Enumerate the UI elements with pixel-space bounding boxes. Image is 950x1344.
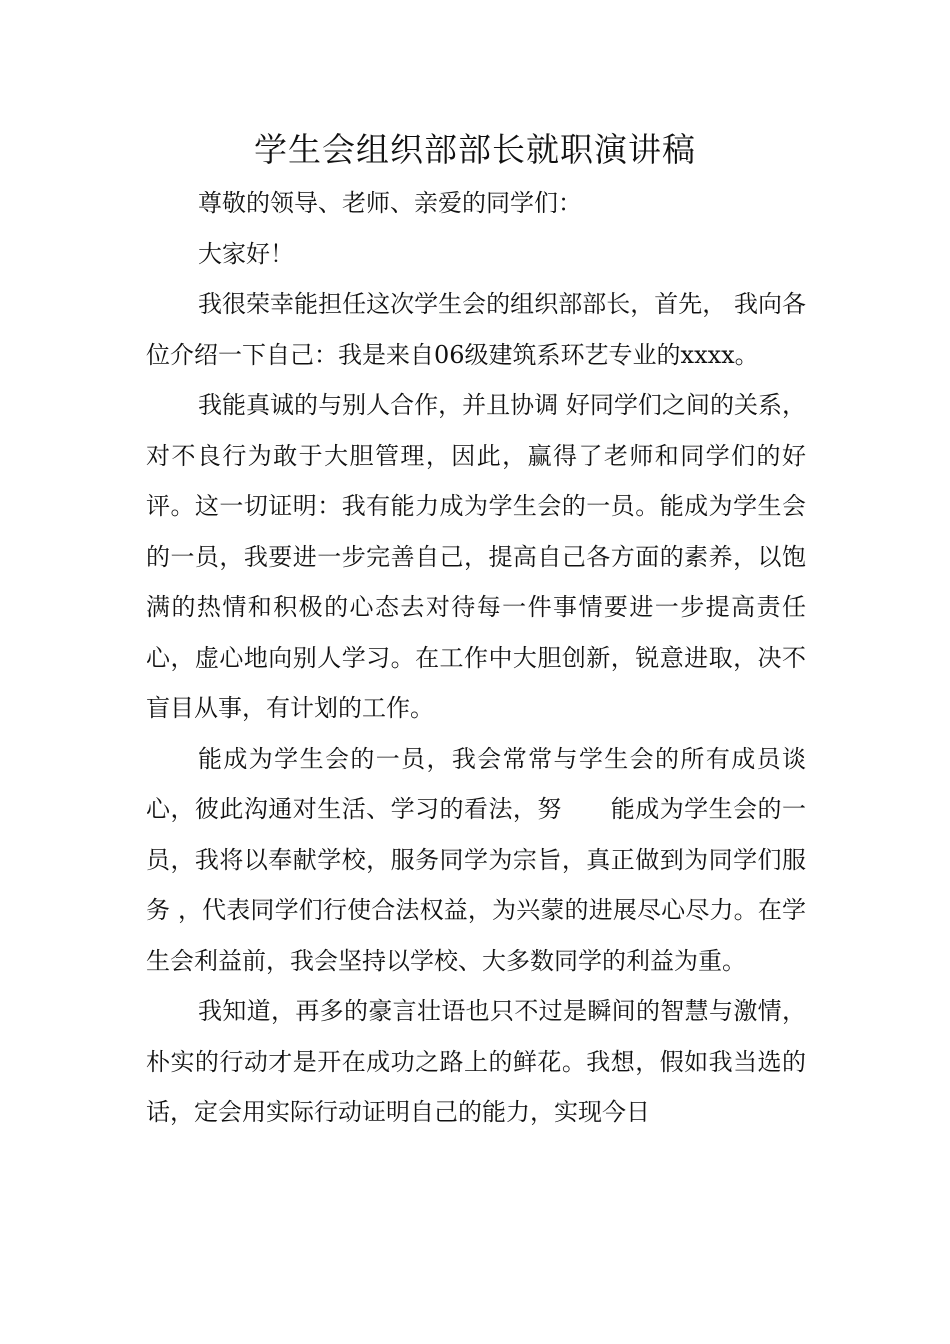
qualification-paragraph: 我能真诚的与别人合作，并且协调 好同学们之间的关系，对不良行为敢于大胆管理，因此，赢得了老师和同学们的好评。这一切证明：我有能力成为学生会的一员。能成为学生会的一员，我要进一步完善自己，提高自己各方面的素养，以饱满的热情和积极的心态去对待每一件事情要进一步提高责任心，虚心地向别人学习。在工作中大胆创新，锐意进取，决不盲目从事，有计划的工作。: [146, 391, 806, 722]
salutation-paragraph: 尊敬的领导、老师、亲爱的同学们：: [198, 189, 582, 217]
document-title: 学生会组织部部长就职演讲稿: [254, 130, 696, 169]
document-body: [146, 178, 806, 1138]
greeting-paragraph: 大家好！: [198, 239, 294, 268]
closing-paragraph: 我知道，再多的豪言壮语也只不过是瞬间的智慧与激情，朴实的行动才是开在成功之路上的鲜花。我想，假如我当选的话，定会用实际行动证明自己的能力，实现今日: [146, 997, 806, 1126]
commitment-paragraph: 能成为学生会的一员，我会常常与学生会的所有成员谈心，彼此沟通对生活、学习的看法，努 能成为学生会的一员，我将以奉献学校，服务同学为宗旨，真正做到为同学们服务 ，代表同学们行使合法权益，为兴蒙的进展尽心尽力。在学生会利益前，我会坚持以学校、大多数同学的利益为重。: [146, 744, 806, 975]
introduction-paragraph: 我很荣幸能担任这次学生会的组织部部长，首先， 我向各位介绍一下自己：我是来自06级建筑系环艺专业的xxxx。: [146, 290, 806, 369]
